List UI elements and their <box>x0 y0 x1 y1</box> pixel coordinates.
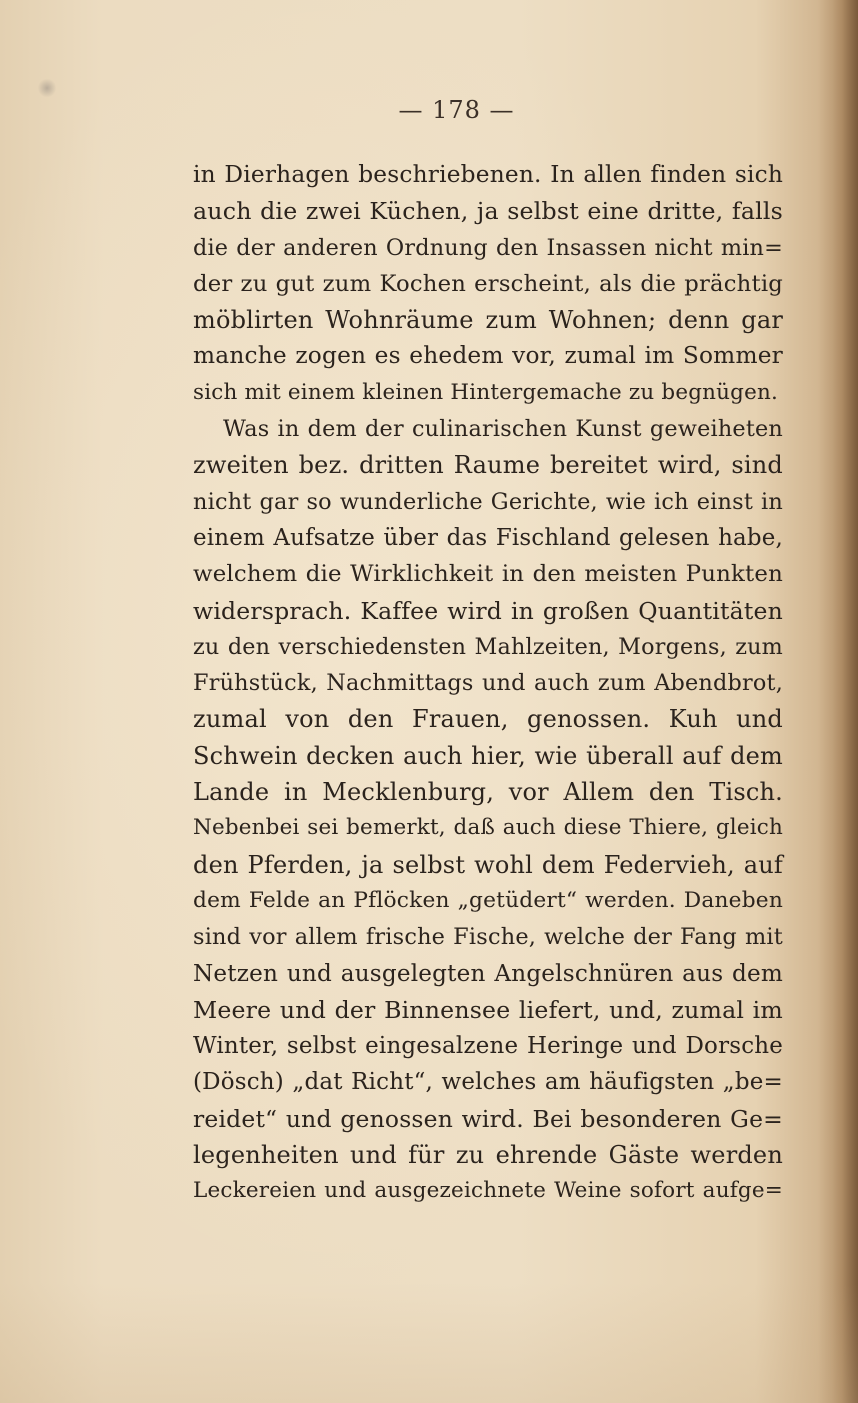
text-line: den Pferden, ja selbst wohl dem Federvieh, auf <box>193 850 783 879</box>
text-line: Winter, selbst eingesalzene Heringe und Dorsche <box>193 1033 783 1060</box>
text-line: welchem die Wirklichkeit in den meisten Punkten <box>193 561 783 588</box>
text-line: sich mit einem kleinen Hintergemache zu begnügen. <box>193 379 779 405</box>
text-line: in Dierhagen beschriebenen. In allen finden sich <box>193 161 783 188</box>
text-line: (Dösch) „dat Richt“, welches am häufigsten „be= <box>193 1069 783 1096</box>
text-line: manche zogen es ehedem vor, zumal im Sommer <box>193 342 783 370</box>
page-number: — 178 — <box>398 96 515 124</box>
text-line: Leckereien und ausgezeichnete Weine sofort aufge= <box>193 1178 783 1204</box>
text-line: die der anderen Ordnung den Insassen nicht min= <box>193 234 783 261</box>
text-line: der zu gut zum Kochen erscheint, als die prächtig <box>193 270 783 297</box>
text-line: zweiten bez. dritten Raume bereitet wird, sind <box>193 451 783 480</box>
text-line: widersprach. Kaffee wird in großen Quantitäten <box>193 596 783 625</box>
text-line: dem Felde an Pflöcken „getüdert“ werden. Daneben <box>193 887 783 913</box>
text-line: zu den verschiedensten Mahlzeiten, Morgens, zum <box>193 633 783 660</box>
text-line: nicht gar so wunderliche Gerichte, wie ich einst in <box>193 488 783 515</box>
text-line: Schwein decken auch hier, wie überall auf dem <box>193 741 783 770</box>
text-line: einem Aufsatze über das Fischland gelesen habe, <box>193 524 783 551</box>
text-line: legenheiten und für zu ehrende Gäste werden <box>193 1141 783 1170</box>
text-line: reidet“ und genossen wird. Bei besonderen Ge= <box>193 1104 783 1133</box>
text-line: zumal von den Frauen, genossen. Kuh und <box>193 705 783 734</box>
paper-shading <box>0 1283 858 1403</box>
spine-shadow <box>818 0 858 1403</box>
paper-stain <box>38 78 56 98</box>
text-line: Nebenbei sei bemerkt, daß auch diese Thiere, gleich <box>193 815 783 841</box>
text-line: Was in dem der culinarischen Kunst geweiheten <box>223 416 783 443</box>
text-line: auch die zwei Küchen, ja selbst eine dritte, falls <box>193 197 783 226</box>
text-line: sind vor allem frische Fische, welche der Fang mit <box>193 924 783 951</box>
text-line: Netzen und ausgelegten Angelschnüren aus dem <box>193 960 783 987</box>
text-line: Frühstück, Nachmittags und auch zum Abendbrot, <box>193 670 783 697</box>
body-text <box>193 157 783 1210</box>
text-line: Lande in Mecklenburg, vor Allem den Tisch. <box>193 778 783 807</box>
text-line: möblirten Wohnräume zum Wohnen; denn gar <box>193 306 783 335</box>
text-line: Meere und der Binnensee liefert, und, zumal im <box>193 995 783 1024</box>
